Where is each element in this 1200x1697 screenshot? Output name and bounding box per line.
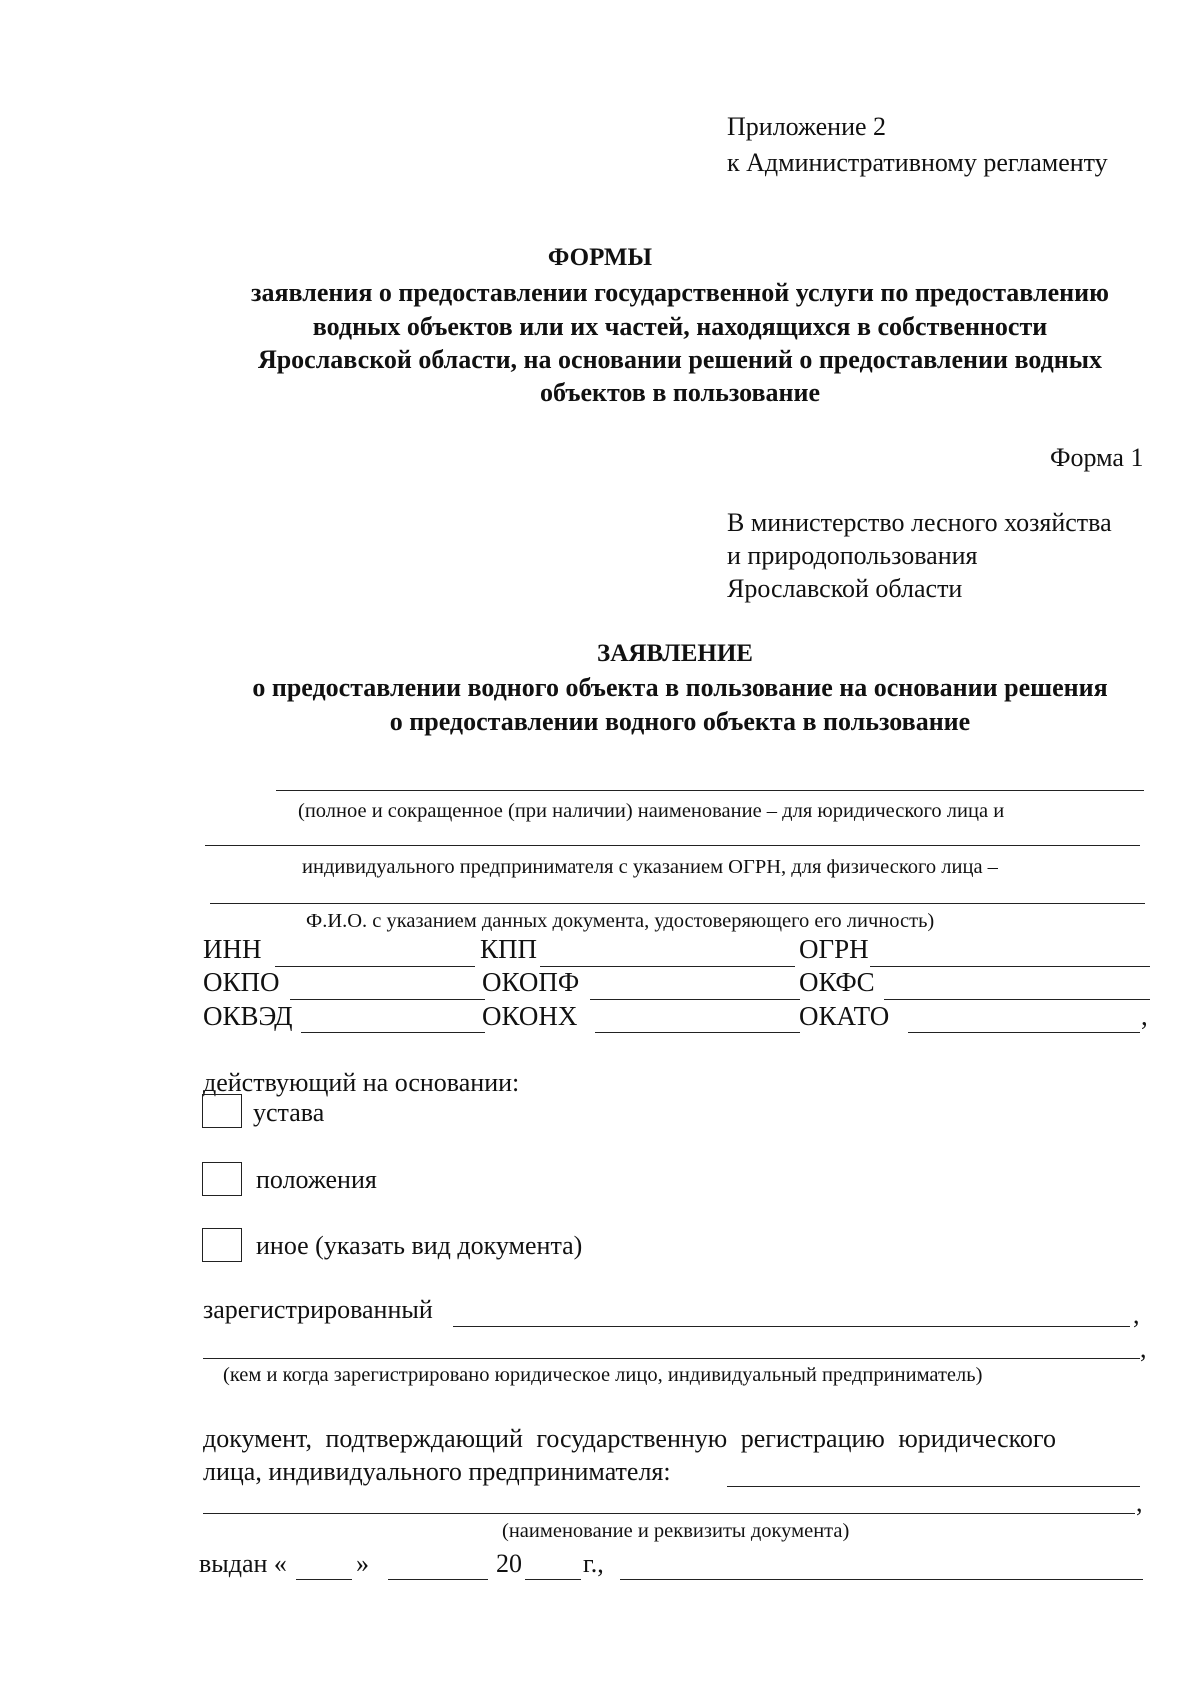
regulation-checkbox[interactable] xyxy=(202,1162,242,1196)
addressee-line-3: Ярославской области xyxy=(727,574,963,603)
issued-prefix: выдан « xyxy=(199,1549,287,1578)
other-option-label: иное (указать вид документа) xyxy=(256,1231,583,1260)
addressee-line-1: В министерство лесного хозяйства xyxy=(727,508,1112,537)
applicant-caption-1: (полное и сокращенное (при наличии) наименование – для юридического лица и xyxy=(298,800,1005,822)
okonh-field[interactable] xyxy=(595,1032,800,1033)
basis-label: действующий на основании: xyxy=(203,1068,520,1097)
registered-label: зарегистрированный xyxy=(203,1295,433,1324)
applicant-name-line-1[interactable] xyxy=(276,790,1144,791)
statement-subtitle-line-2: о предоставлении водного объекта в пользование xyxy=(389,707,971,736)
statement-subtitle-line-1: о предоставлении водного объекта в пользование на основании решения xyxy=(252,673,1108,702)
registered-caption: (кем и когда зарегистрировано юридическое лицо, индивидуальный предприниматель) xyxy=(223,1364,983,1386)
inn-field[interactable] xyxy=(275,966,475,967)
applicant-caption-2: индивидуального предпринимателя с указанием ОГРН, для физического лица – xyxy=(302,856,998,878)
kpp-label: КПП xyxy=(480,934,538,964)
registration-doc-field-2[interactable] xyxy=(203,1513,1135,1514)
inn-label: ИНН xyxy=(203,934,262,964)
registration-doc-line-2: лица, индивидуального предпринимателя: xyxy=(203,1457,671,1486)
statement-title: ЗАЯВЛЕНИЕ xyxy=(597,640,753,667)
applicant-caption-3: Ф.И.О. с указанием данных документа, удостоверяющего его личность) xyxy=(306,910,935,932)
registration-doc-line-1: документ, подтверждающий государственную регистрацию юридического xyxy=(203,1424,1056,1453)
okato-field[interactable] xyxy=(908,1032,1140,1033)
forms-subtitle-line-4: объектов в пользование xyxy=(539,378,821,407)
issued-year-field[interactable] xyxy=(525,1579,581,1580)
registered-field[interactable] xyxy=(453,1326,1130,1327)
issued-year-suffix: г., xyxy=(583,1549,604,1578)
forms-subtitle-line-1: заявления о предоставлении государственной услуги по предоставлению xyxy=(251,278,1109,307)
charter-checkbox[interactable] xyxy=(202,1094,242,1128)
okpo-label: ОКПО xyxy=(203,967,280,997)
ogrn-label: ОГРН xyxy=(799,934,869,964)
registration-doc-caption: (наименование и реквизиты документа) xyxy=(502,1520,850,1542)
issued-month-field[interactable] xyxy=(388,1579,488,1580)
other-checkbox[interactable] xyxy=(202,1228,242,1262)
okfs-field[interactable] xyxy=(884,999,1150,1000)
forms-subtitle-line-3: Ярославской области, на основании решений о предоставлении водных xyxy=(257,345,1103,374)
codes-comma: , xyxy=(1141,1001,1148,1031)
okato-label: ОКАТО xyxy=(799,1001,890,1031)
issued-day-field[interactable] xyxy=(296,1579,352,1580)
forms-subtitle-line-2: водных объектов или их частей, находящихся в собственности xyxy=(312,312,1048,341)
applicant-name-line-2[interactable] xyxy=(205,845,1140,846)
registered-field-2[interactable] xyxy=(203,1358,1140,1359)
forms-title: ФОРМЫ xyxy=(547,244,653,271)
okved-label: ОКВЭД xyxy=(203,1001,293,1031)
issued-by-field[interactable] xyxy=(620,1579,1143,1580)
issued-year-prefix: 20 xyxy=(496,1549,522,1578)
okopf-field[interactable] xyxy=(590,999,800,1000)
okfs-label: ОКФС xyxy=(799,967,875,997)
addressee-line-2: и природопользования xyxy=(727,541,978,570)
appendix-regulation: к Административному регламенту xyxy=(727,148,1108,177)
charter-option-label: устава xyxy=(253,1098,325,1127)
ogrn-field[interactable] xyxy=(870,966,1150,967)
okopf-label: ОКОПФ xyxy=(482,967,580,997)
regulation-option-label: положения xyxy=(256,1165,377,1194)
registered-comma: , xyxy=(1133,1300,1140,1329)
okved-field[interactable] xyxy=(301,1032,485,1033)
registration-doc-comma: , xyxy=(1136,1488,1143,1517)
okpo-field[interactable] xyxy=(290,999,485,1000)
applicant-name-line-3[interactable] xyxy=(210,903,1145,904)
registration-doc-field[interactable] xyxy=(727,1486,1140,1487)
registered-comma-2: , xyxy=(1140,1334,1147,1363)
appendix-label: Приложение 2 xyxy=(727,112,887,141)
form-number: Форма 1 xyxy=(1050,443,1144,472)
okonh-label: ОКОНХ xyxy=(482,1001,578,1031)
issued-quote-close: » xyxy=(356,1549,369,1578)
